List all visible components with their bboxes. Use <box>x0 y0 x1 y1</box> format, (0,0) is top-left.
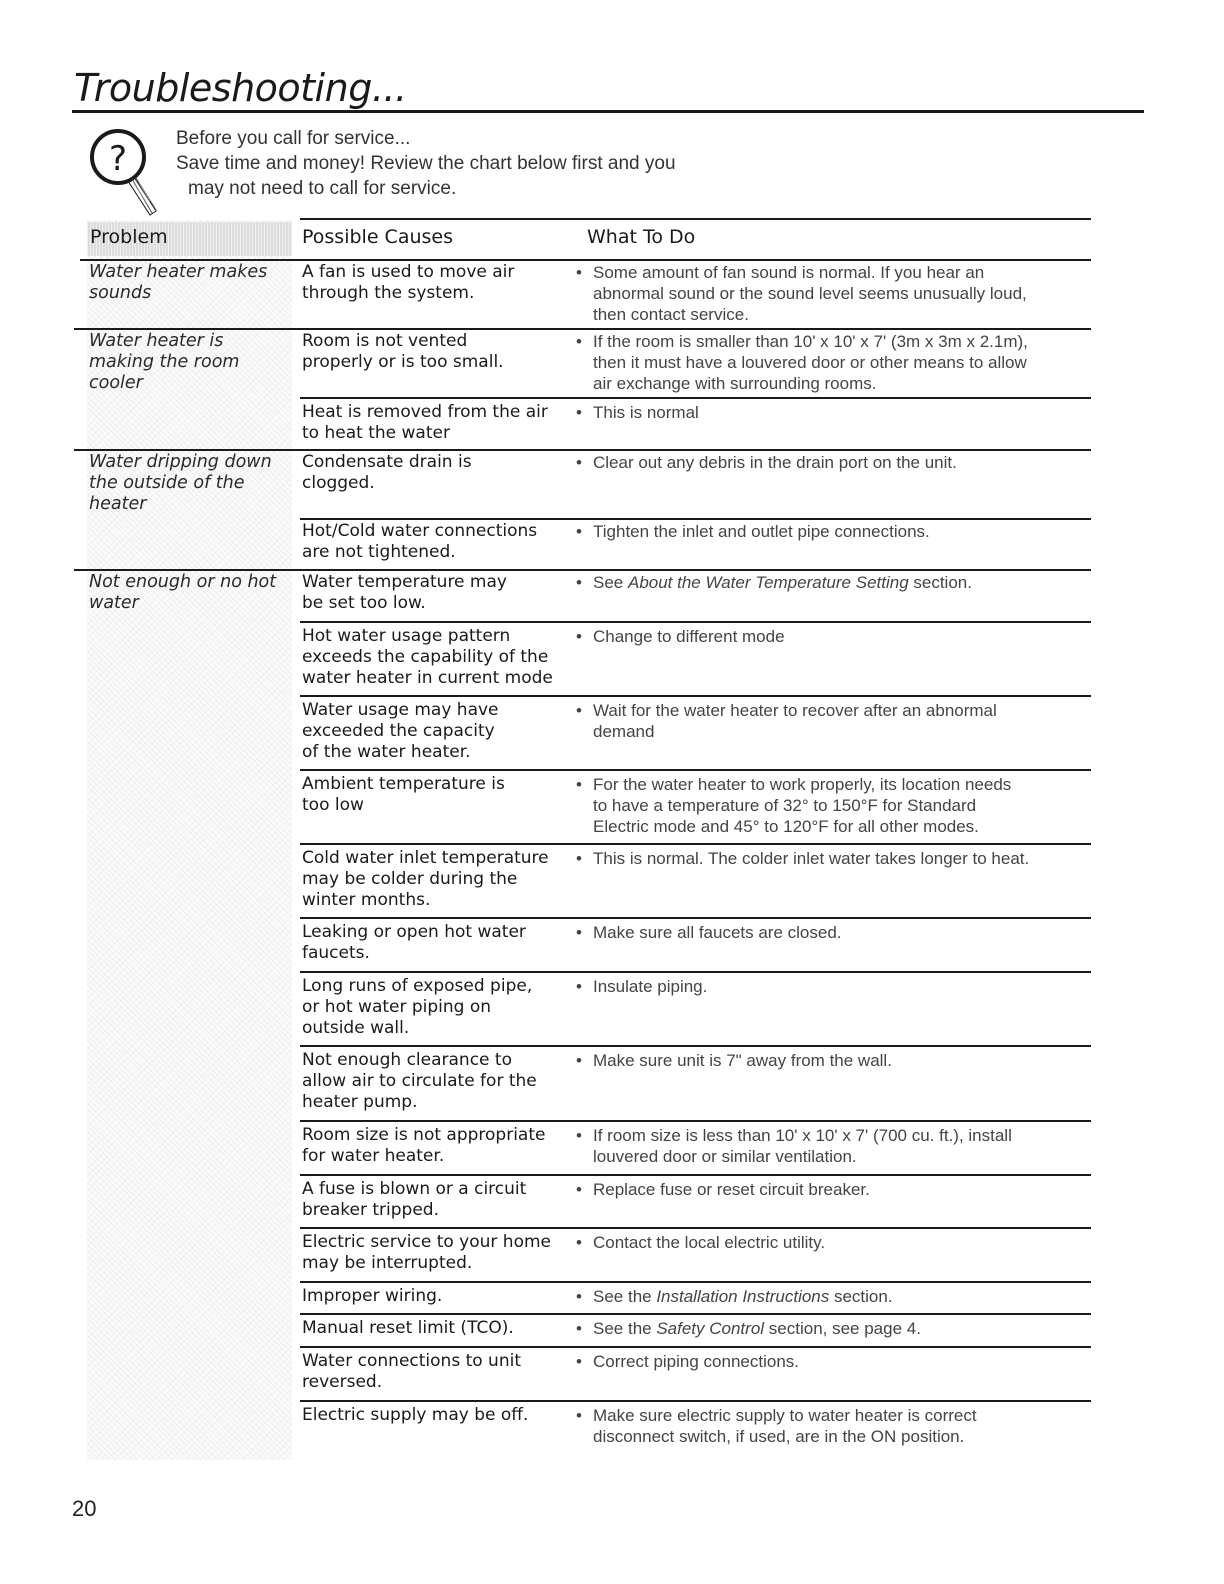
cause-line: Ambient temperature is <box>302 774 505 794</box>
bullet-icon: • <box>576 1287 582 1306</box>
what-to-do-text <box>569 774 1091 837</box>
what-to-do <box>569 1050 1091 1071</box>
what-to-do <box>569 1232 1091 1253</box>
possible-cause <box>302 452 570 494</box>
possible-cause <box>302 1232 570 1274</box>
bullet-icon: • <box>576 977 582 996</box>
cause-line: exceeds the capability of the <box>302 647 549 667</box>
cause-line: or hot water piping on <box>302 997 492 1017</box>
cause-line: to heat the water <box>302 423 450 443</box>
problem-line: Not enough or no hot <box>89 572 277 592</box>
todo-line: Make sure unit is 7" away from the wall. <box>593 1051 892 1070</box>
row-divider <box>300 1400 1091 1402</box>
todo-line <box>593 1318 1091 1339</box>
cause-line: Condensate drain is <box>302 452 472 472</box>
what-to-do-text <box>569 521 1091 542</box>
cause-line: faucets. <box>302 943 370 963</box>
row-divider <box>300 1120 1091 1122</box>
problem-column-background <box>87 220 292 1460</box>
row-divider <box>300 1227 1091 1229</box>
problem-line: making the room <box>89 352 240 372</box>
what-to-do-text <box>569 626 1091 647</box>
cause-line: Room is not vented <box>302 331 468 351</box>
bullet-icon: • <box>576 1051 582 1070</box>
todo-line: Insulate piping. <box>593 977 708 996</box>
possible-cause <box>302 626 570 689</box>
bullet-icon: • <box>576 701 582 720</box>
intro-line: may not need to call for service. <box>188 178 457 199</box>
intro-text <box>176 126 736 201</box>
cause-line: A fuse is blown or a circuit <box>302 1179 527 1199</box>
what-to-do <box>569 521 1091 542</box>
what-to-do-text <box>569 700 1091 742</box>
what-to-do-text <box>569 1351 1091 1372</box>
what-to-do <box>569 774 1091 837</box>
possible-cause <box>302 1351 570 1393</box>
row-divider <box>300 843 1091 845</box>
page-title: Troubleshooting... <box>74 66 407 110</box>
cause-line: heater pump. <box>302 1092 418 1112</box>
problem-line: the outside of the <box>89 473 245 493</box>
todo-text: section, see page 4. <box>764 1319 921 1338</box>
intro-line: Save time and money! Review the chart below first and you <box>176 153 676 174</box>
row-divider <box>74 449 1091 451</box>
todo-line: This is normal. The colder inlet water takes longer to heat. <box>593 849 1030 868</box>
svg-text:?: ? <box>108 139 128 179</box>
problem-line: cooler <box>89 373 143 393</box>
possible-cause <box>302 1405 570 1426</box>
possible-cause <box>302 848 570 911</box>
cause-line: Electric supply may be off. <box>302 1405 529 1425</box>
bullet-icon: • <box>576 627 582 646</box>
todo-line: abnormal sound or the sound level seems unusually loud, <box>593 284 1027 303</box>
problem-line: heater <box>89 494 147 514</box>
what-to-do-text <box>569 452 1091 473</box>
possible-cause <box>302 572 570 614</box>
row-divider <box>300 518 1091 520</box>
what-to-do-text <box>569 262 1091 325</box>
possible-cause <box>302 1050 570 1113</box>
what-to-do-text <box>569 331 1091 394</box>
todo-line: then contact service. <box>593 305 749 324</box>
what-to-do <box>569 402 1091 423</box>
row-divider <box>300 397 1091 399</box>
row-divider <box>300 695 1091 697</box>
bullet-icon: • <box>576 573 582 592</box>
todo-line: then it must have a louvered door or other means to allow <box>593 353 1027 372</box>
todo-line: For the water heater to work properly, its location needs <box>593 775 1012 794</box>
cause-line: properly or is too small. <box>302 352 504 372</box>
todo-line: Tighten the inlet and outlet pipe connections. <box>593 522 930 541</box>
what-to-do <box>569 1351 1091 1372</box>
row-divider <box>300 917 1091 919</box>
bullet-icon: • <box>576 1406 582 1425</box>
cause-line: Room size is not appropriate <box>302 1125 546 1145</box>
row-divider <box>300 621 1091 623</box>
page-number: 20 <box>72 1496 97 1521</box>
question-mark-magnifier-icon <box>84 125 164 220</box>
what-to-do <box>569 922 1091 943</box>
title-underline <box>72 110 1144 113</box>
cause-line: A fan is used to move air <box>302 262 515 282</box>
cause-line: reversed. <box>302 1372 383 1392</box>
possible-cause <box>302 521 570 563</box>
what-to-do-text <box>569 1318 1091 1339</box>
cause-line: clogged. <box>302 473 375 493</box>
problem-line: Water heater is <box>89 331 224 351</box>
cause-line: Electric service to your home <box>302 1232 551 1252</box>
row-divider <box>300 1313 1091 1315</box>
cause-line: winter months. <box>302 890 431 910</box>
what-to-do <box>569 262 1091 325</box>
header-rule <box>80 259 1091 261</box>
todo-reference: About the Water Temperature Setting <box>627 573 909 592</box>
bullet-icon: • <box>576 1180 582 1199</box>
what-to-do <box>569 572 1091 593</box>
what-to-do <box>569 1318 1091 1339</box>
todo-line: disconnect switch, if used, are in the ON position. <box>593 1427 965 1446</box>
cause-line: for water heater. <box>302 1146 445 1166</box>
possible-cause <box>302 1286 570 1307</box>
todo-line: Make sure all faucets are closed. <box>593 923 842 942</box>
todo-line: Clear out any debris in the drain port on the unit. <box>593 453 957 472</box>
possible-cause <box>302 976 570 1039</box>
bullet-icon: • <box>576 332 582 351</box>
cause-line: Long runs of exposed pipe, <box>302 976 533 996</box>
bullet-icon: • <box>576 403 582 422</box>
what-to-do <box>569 1286 1091 1307</box>
todo-line: demand <box>593 722 655 741</box>
header-problem: Problem <box>90 226 168 248</box>
bullet-icon: • <box>576 775 582 794</box>
what-to-do <box>569 1179 1091 1200</box>
row-divider <box>300 971 1091 973</box>
cause-line: through the system. <box>302 283 475 303</box>
cause-line: allow air to circulate for the <box>302 1071 537 1091</box>
bullet-icon: • <box>576 1233 582 1252</box>
todo-text: section. <box>908 573 972 592</box>
todo-line: to have a temperature of 32° to 150°F for Standard <box>593 796 977 815</box>
table-top-rule <box>300 218 1091 220</box>
cause-line: breaker tripped. <box>302 1200 439 1220</box>
bullet-icon: • <box>576 1126 582 1145</box>
what-to-do-text <box>569 402 1091 423</box>
what-to-do-text <box>569 1286 1091 1307</box>
todo-line: If room size is less than 10' x 10' x 7' (700 cu. ft.), install <box>593 1126 1012 1145</box>
what-to-do-text <box>569 1125 1091 1167</box>
todo-line: If the room is smaller than 10' x 10' x 7' (3m x 3m x 2.1m), <box>593 332 1028 351</box>
todo-reference: Safety Control <box>656 1319 765 1338</box>
what-to-do-text <box>569 1405 1091 1447</box>
todo-reference: Installation Instructions <box>656 1287 830 1306</box>
cause-line: outside wall. <box>302 1018 410 1038</box>
what-to-do-text <box>569 1179 1091 1200</box>
problem-line: Water dripping down <box>89 452 272 472</box>
cause-line: Heat is removed from the air <box>302 402 548 422</box>
todo-text: See the <box>593 1319 657 1338</box>
cause-line: Leaking or open hot water <box>302 922 526 942</box>
what-to-do <box>569 626 1091 647</box>
problem-label <box>89 331 289 394</box>
what-to-do-text <box>569 1232 1091 1253</box>
row-divider <box>300 1045 1091 1047</box>
todo-line <box>593 1286 1091 1307</box>
what-to-do <box>569 700 1091 742</box>
possible-cause <box>302 402 570 444</box>
bullet-icon: • <box>576 849 582 868</box>
what-to-do <box>569 1405 1091 1447</box>
what-to-do-text <box>569 976 1091 997</box>
row-divider <box>300 1174 1091 1176</box>
header-what-to-do: What To Do <box>587 226 696 248</box>
what-to-do-text <box>569 848 1091 869</box>
todo-line: Contact the local electric utility. <box>593 1233 826 1252</box>
problem-label <box>89 572 289 614</box>
possible-cause <box>302 922 570 964</box>
what-to-do-text <box>569 572 1091 593</box>
bullet-icon: • <box>576 263 582 282</box>
cause-line: of the water heater. <box>302 742 471 762</box>
todo-line: Make sure electric supply to water heater is correct <box>593 1406 977 1425</box>
bullet-icon: • <box>576 453 582 472</box>
bullet-icon: • <box>576 1319 582 1338</box>
cause-line: Water connections to unit <box>302 1351 521 1371</box>
todo-line: Wait for the water heater to recover after an abnormal <box>593 701 997 720</box>
bullet-icon: • <box>576 522 582 541</box>
problem-label <box>89 262 289 304</box>
possible-cause <box>302 774 570 816</box>
todo-text: See the <box>593 1287 657 1306</box>
cause-line: may be colder during the <box>302 869 518 889</box>
cause-line: water heater in current mode <box>302 668 553 688</box>
cause-line: may be interrupted. <box>302 1253 473 1273</box>
problem-line: Water heater makes <box>89 262 268 282</box>
todo-text: section. <box>829 1287 893 1306</box>
todo-line: Electric mode and 45° to 120°F for all other modes. <box>593 817 979 836</box>
row-divider <box>300 1281 1091 1283</box>
row-divider <box>74 569 1091 571</box>
todo-line <box>593 572 1091 593</box>
cause-line: Not enough clearance to <box>302 1050 512 1070</box>
what-to-do-text <box>569 1050 1091 1071</box>
cause-line: Hot water usage pattern <box>302 626 511 646</box>
what-to-do <box>569 848 1091 869</box>
row-divider <box>74 328 1091 330</box>
cause-line: Improper wiring. <box>302 1286 443 1306</box>
cause-line: too low <box>302 795 364 815</box>
cause-line: Water temperature may <box>302 572 507 592</box>
todo-line: louvered door or similar ventilation. <box>593 1147 857 1166</box>
cause-line: Cold water inlet temperature <box>302 848 549 868</box>
cause-line: be set too low. <box>302 593 426 613</box>
problem-line: water <box>89 593 139 613</box>
todo-line: Change to different mode <box>593 627 785 646</box>
what-to-do-text <box>569 922 1091 943</box>
cause-line: Hot/Cold water connections <box>302 521 538 541</box>
header-possible-causes: Possible Causes <box>302 226 453 248</box>
possible-cause <box>302 1318 570 1339</box>
possible-cause <box>302 331 570 373</box>
possible-cause <box>302 262 570 304</box>
what-to-do <box>569 331 1091 394</box>
todo-line: Correct piping connections. <box>593 1352 800 1371</box>
todo-text: See <box>593 573 628 592</box>
cause-line: exceeded the capacity <box>302 721 495 741</box>
possible-cause <box>302 1179 570 1221</box>
what-to-do <box>569 452 1091 473</box>
row-divider <box>300 769 1091 771</box>
cause-line: are not tightened. <box>302 542 456 562</box>
todo-line: Replace fuse or reset circuit breaker. <box>593 1180 870 1199</box>
what-to-do <box>569 976 1091 997</box>
possible-cause <box>302 700 570 763</box>
problem-label <box>89 452 289 515</box>
possible-cause <box>302 1125 570 1167</box>
todo-line: Some amount of fan sound is normal. If you hear an <box>593 263 985 282</box>
problem-line: sounds <box>89 283 152 303</box>
cause-line: Manual reset limit (TCO). <box>302 1318 514 1338</box>
intro-line: Before you call for service... <box>176 128 411 149</box>
row-divider <box>300 1346 1091 1348</box>
cause-line: Water usage may have <box>302 700 499 720</box>
bullet-icon: • <box>576 923 582 942</box>
todo-line: air exchange with surrounding rooms. <box>593 374 877 393</box>
what-to-do <box>569 1125 1091 1167</box>
todo-line: This is normal <box>593 403 699 422</box>
bullet-icon: • <box>576 1352 582 1371</box>
